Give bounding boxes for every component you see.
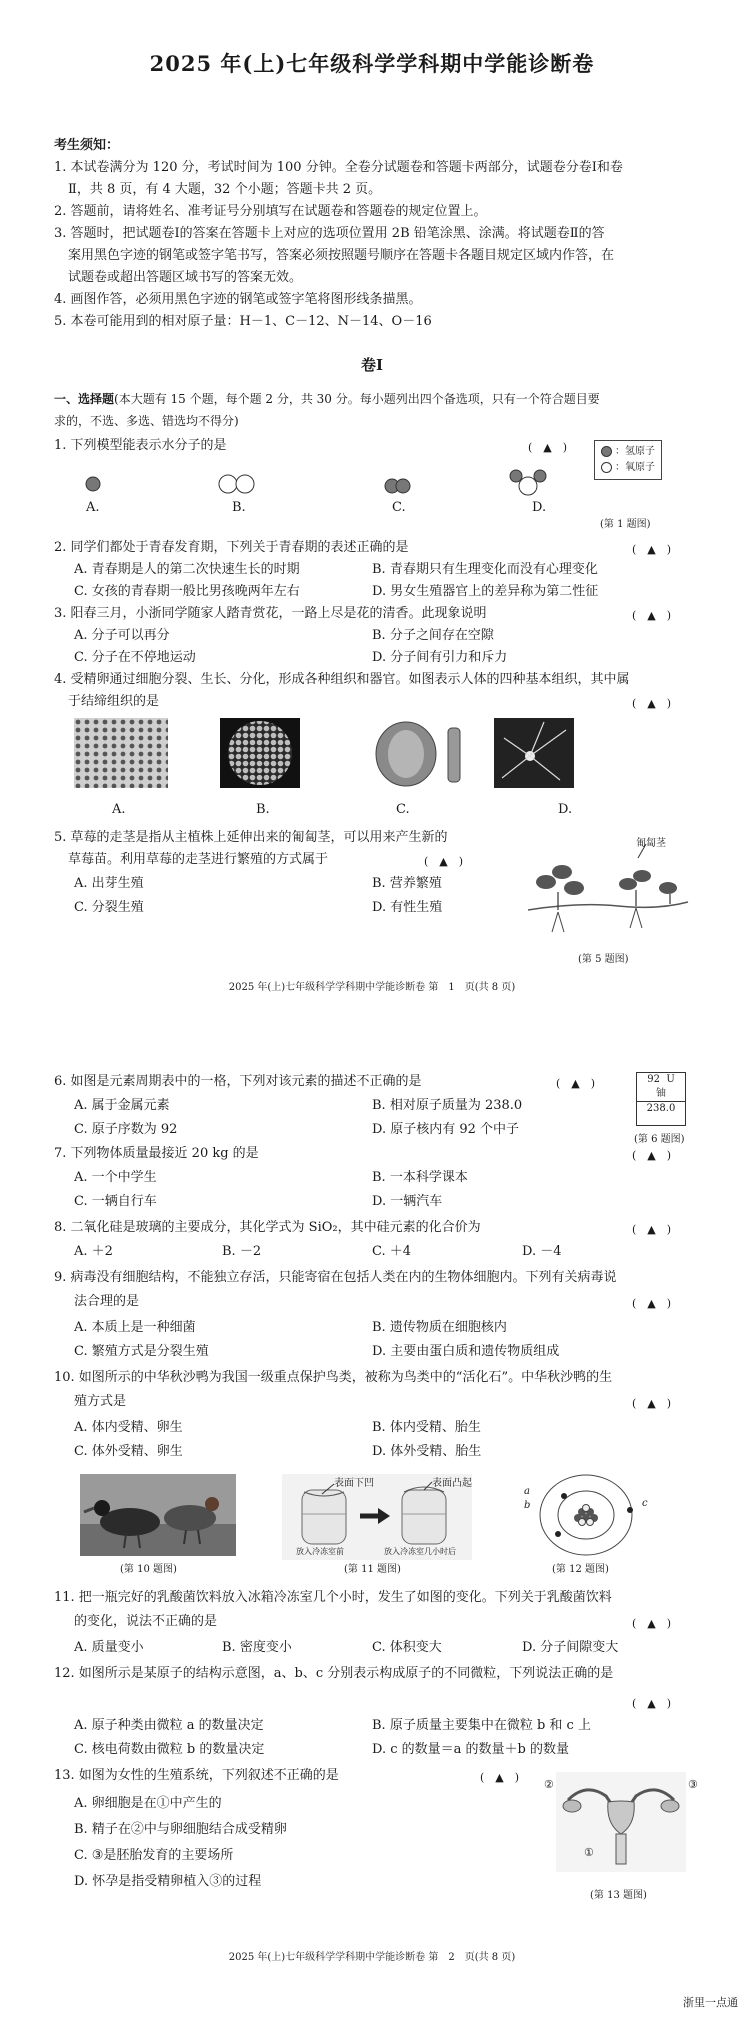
option: C. 女孩的青春期一般比男孩晚两年左右 — [74, 584, 300, 599]
option: B. 青春期只有生理变化而没有心理变化 — [372, 562, 598, 577]
volume-label: 卷Ⅰ — [360, 356, 384, 374]
page-footer: 2025 年(上)七年级科学学科期中学能诊断卷 第 1 页(共 8 页) — [228, 982, 516, 993]
legend-label: ：氢原子 — [615, 446, 655, 457]
option: C. 分裂生殖 — [74, 900, 144, 915]
muscle-tissue-image — [376, 722, 460, 786]
question-stem: 3. 阳春三月，小浙同学随家人踏青赏花，一路上尽是花的清香。此现象说明 — [54, 606, 487, 621]
option: A. 体内受精、卵生 — [74, 1420, 183, 1435]
figure-caption: (第 12 题图) — [552, 1564, 609, 1575]
figure-caption: (第 5 题图) — [578, 954, 629, 965]
figure-caption: (第 1 题图) — [600, 519, 651, 530]
section-desc: (本大题有 15 个题，每个题 2 分，共 30 分。每小题列出四个备选项，只有一个符合题目要 — [114, 392, 600, 406]
hydrogen-atom-icon — [601, 446, 612, 457]
question-stem: 草莓苗。利用草莓的走茎进行繁殖的方式属于 — [68, 852, 329, 867]
option: C. ＋4 — [372, 1244, 412, 1259]
strawberry-runner-image — [518, 832, 698, 942]
option: C. 分子在不停地运动 — [74, 650, 196, 665]
q1-legend — [594, 440, 662, 480]
figure-caption: (第 11 题图) — [344, 1564, 401, 1575]
question-stem: 6. 如图是元素周期表中的一格，下列对该元素的描述不正确的是 — [54, 1074, 422, 1089]
element-name: 铀 — [656, 1088, 666, 1099]
option: D. 原子核内有 92 个中子 — [372, 1122, 520, 1137]
option-label: D. — [532, 500, 547, 515]
model-c — [385, 479, 410, 493]
q1-molecule-models — [80, 464, 560, 500]
question-stem: 2. 同学们都处于青春发育期，下列关于青春期的表述正确的是 — [54, 540, 409, 555]
model-b — [219, 475, 254, 493]
option: C. 体外受精、卵生 — [74, 1444, 183, 1459]
option: B. 一本科学课本 — [372, 1170, 468, 1185]
option: D. c 的数量＝a 的数量＋b 的数量 — [372, 1742, 569, 1757]
option: B. 原子质量主要集中在微粒 b 和 c 上 — [372, 1718, 591, 1733]
female-reproductive-system-image — [556, 1772, 686, 1872]
option: C. 原子序数为 92 — [74, 1122, 178, 1137]
page-footer: 2025 年(上)七年级科学学科期中学能诊断卷 第 2 页(共 8 页) — [228, 1952, 516, 1963]
figure-sublabel: 放入冷冻室几小时后 — [384, 1547, 456, 1556]
epithelial-tissue-image — [74, 718, 168, 788]
option: A. 一个中学生 — [74, 1170, 157, 1185]
structure-label: ③ — [688, 1778, 698, 1791]
figure-caption: (第 13 题图) — [590, 1890, 647, 1901]
answer-mark: ( ▲ ) — [632, 1149, 672, 1162]
answer-mark: ( ▲ ) — [632, 1397, 672, 1410]
option: A. 属于金属元素 — [74, 1098, 170, 1113]
figure-label: 匍匐茎 — [636, 838, 666, 849]
option: D. 有性生殖 — [372, 900, 443, 915]
model-a — [86, 477, 100, 491]
bottle-before — [302, 1490, 346, 1544]
atom-structure-diagram — [524, 1470, 644, 1560]
option: A. 原子种类由微粒 a 的数量决定 — [74, 1718, 264, 1733]
option: A. 卵细胞是在①中产生的 — [74, 1796, 222, 1811]
figure-caption: (第 10 题图) — [120, 1564, 177, 1575]
figure-sublabel: 放入冷冻室前 — [296, 1547, 344, 1556]
option: C. 一辆自行车 — [74, 1194, 157, 1209]
option: D. 一辆汽车 — [372, 1194, 443, 1209]
answer-mark: ( ▲ ) — [632, 543, 672, 556]
answer-mark: ( ▲ ) — [556, 1077, 596, 1090]
question-stem: 殖方式是 — [74, 1394, 127, 1409]
option: D. －4 — [522, 1244, 562, 1259]
option: B. 体内受精、胎生 — [372, 1420, 481, 1435]
question-stem: 4. 受精卵通过细胞分裂、生长、分化，形成各种组织和器官。如图表示人体的四种基本组织，其中属 — [54, 672, 630, 687]
option: B. 分子之间存在空隙 — [372, 628, 494, 643]
question-stem: 13. 如图为女性的生殖系统，下列叙述不正确的是 — [54, 1768, 339, 1783]
option: A. 青春期是人的第二次快速生长的时期 — [74, 562, 300, 577]
option-label: A. — [112, 802, 126, 817]
answer-mark: ( ▲ ) — [632, 1223, 672, 1236]
option: A. 本质上是一种细菌 — [74, 1320, 196, 1335]
option: C. ③是胚胎发育的主要场所 — [74, 1848, 234, 1863]
q4-tissue-images — [74, 718, 584, 798]
structure-label: ② — [544, 1778, 554, 1791]
legend-label: ：氧原子 — [615, 462, 655, 473]
answer-mark: ( ▲ ) — [632, 1617, 672, 1630]
question-stem: 于结缔组织的是 — [68, 694, 160, 709]
nerve-tissue-image — [494, 718, 574, 788]
option-label: C. — [392, 500, 406, 515]
option: D. 分子间有引力和斥力 — [372, 650, 508, 665]
option: C. 核电荷数由微粒 b 的数量决定 — [74, 1742, 265, 1757]
option-label: B. — [232, 500, 246, 515]
watermark: 浙里一点通 — [683, 1996, 738, 2009]
page-title: 2025 年(上)七年级科学学科期中学能诊断卷 — [149, 51, 595, 76]
element-symbol: U — [666, 1074, 675, 1085]
particle-label: c — [642, 1498, 648, 1509]
oxygen-atom-icon — [601, 462, 612, 473]
blood-tissue-image — [220, 718, 300, 788]
notice-heading: 考生须知： — [54, 138, 120, 153]
option: B. 相对原子质量为 238.0 — [372, 1098, 523, 1113]
question-stem: 10. 如图所示的中华秋沙鸭为我国一级重点保护鸟类，被称为鸟类中的“活化石”。中华秋沙鸭的生 — [54, 1370, 613, 1385]
option-label: B. — [256, 802, 270, 817]
answer-mark: ( ▲ ) — [424, 855, 464, 868]
notice-line: Ⅱ，共 8 页，有 4 大题，32 个小题；答题卡共 2 页。 — [68, 182, 382, 197]
question-stem: 12. 如图所示是某原子的结构示意图，a、b、c 分别表示构成原子的不同微粒，下列说法正确的是 — [54, 1666, 614, 1681]
option: B. －2 — [222, 1244, 262, 1259]
notice-line: 4. 画图作答，必须用黑色字迹的钢笔或签字笔将图形线条描黑。 — [54, 292, 422, 307]
option: D. 主要由蛋白质和遗传物质组成 — [372, 1344, 560, 1359]
question-stem: 7. 下列物体质量最接近 20 kg 的是 — [54, 1146, 259, 1161]
question-stem: 5. 草莓的走茎是指从主植株上延伸出来的匍匐茎，可以用来产生新的 — [54, 830, 448, 845]
answer-mark: ( ▲ ) — [528, 441, 568, 454]
option: A. ＋2 — [74, 1244, 113, 1259]
figure-label: 表面下凹 — [334, 1478, 374, 1489]
merganser-duck-image — [80, 1474, 236, 1556]
option-label: D. — [558, 802, 573, 817]
answer-mark: ( ▲ ) — [480, 1771, 520, 1784]
model-d — [510, 470, 546, 495]
notice-line: 3. 答题时，把试题卷Ⅰ的答案在答题卡上对应的选项位置用 2B 铅笔涂黑、涂满。将试题卷Ⅱ的答 — [54, 226, 605, 241]
section-title: 一、选择题 — [54, 392, 115, 406]
option: D. 分子间隙变大 — [522, 1640, 619, 1655]
figure-label: 表面凸起 — [432, 1478, 472, 1489]
figure-caption: (第 6 题图) — [634, 1134, 685, 1145]
notice-line: 1. 本试卷满分为 120 分，考试时间为 100 分钟。全卷分试题卷和答题卡两部分，试题卷分卷Ⅰ和卷 — [54, 160, 623, 175]
question-stem: 的变化，说法不正确的是 — [74, 1614, 218, 1629]
notice-line: 试题卷或超出答题区域书写的答案无效。 — [68, 270, 303, 285]
answer-mark: ( ▲ ) — [632, 697, 672, 710]
option: D. 体外受精、胎生 — [372, 1444, 482, 1459]
notice-line: 案用黑色字迹的钢笔或签字笔书写，答案必须按照题号顺序在答题卡各题目规定区域内作答，在 — [68, 248, 615, 263]
question-stem: 法合理的是 — [74, 1294, 140, 1309]
atomic-mass: 238.0 — [637, 1101, 685, 1116]
option: B. 营养繁殖 — [372, 876, 442, 891]
question-stem: 9. 病毒没有细胞结构，不能独立存活，只能寄宿在包括人类在内的生物体细胞内。下列有关病毒说 — [54, 1270, 617, 1285]
question-stem: 11. 把一瓶完好的乳酸菌饮料放入冰箱冷冻室几个小时，发生了如图的变化。下列关于乳酸菌饮料 — [54, 1590, 612, 1605]
option: A. 质量变小 — [74, 1640, 144, 1655]
option: C. 体积变大 — [372, 1640, 442, 1655]
periodic-table-cell — [636, 1072, 686, 1126]
option: B. 密度变小 — [222, 1640, 292, 1655]
option: D. 男女生殖器官上的差异称为第二性征 — [372, 584, 599, 599]
answer-mark: ( ▲ ) — [632, 1697, 672, 1710]
answer-mark: ( ▲ ) — [632, 1297, 672, 1310]
option: B. 遗传物质在细胞核内 — [372, 1320, 507, 1335]
option: A. 出芽生殖 — [74, 876, 144, 891]
section-desc-2: 求的，不选、多选、错选均不得分) — [54, 414, 239, 428]
structure-label: ① — [584, 1846, 594, 1859]
answer-mark: ( ▲ ) — [632, 609, 672, 622]
question-stem: 8. 二氧化硅是玻璃的主要成分，其化学式为 SiO₂，其中硅元素的化合价为 — [54, 1220, 481, 1235]
option: A. 分子可以再分 — [74, 628, 170, 643]
notice-line: 5. 本卷可能用到的相对原子量：H－1、C－12、N－14、O－16 — [54, 314, 432, 329]
section-heading — [54, 389, 600, 409]
option-label: A. — [86, 500, 100, 515]
bottle-after — [402, 1487, 446, 1544]
question-stem: 1. 下列模型能表示水分子的是 — [54, 438, 227, 453]
particle-label: b — [524, 1500, 531, 1511]
option: C. 繁殖方式是分裂生殖 — [74, 1344, 209, 1359]
atomic-number: 92 — [647, 1074, 660, 1085]
notice-line: 2. 答题前，请将姓名、准考证号分别填写在试题卷和答题卷的规定位置上。 — [54, 204, 487, 219]
option: B. 精子在②中与卵细胞结合成受精卵 — [74, 1822, 287, 1837]
option-label: C. — [396, 802, 410, 817]
option: D. 怀孕是指受精卵植入③的过程 — [74, 1874, 262, 1889]
particle-label: a — [524, 1486, 530, 1497]
